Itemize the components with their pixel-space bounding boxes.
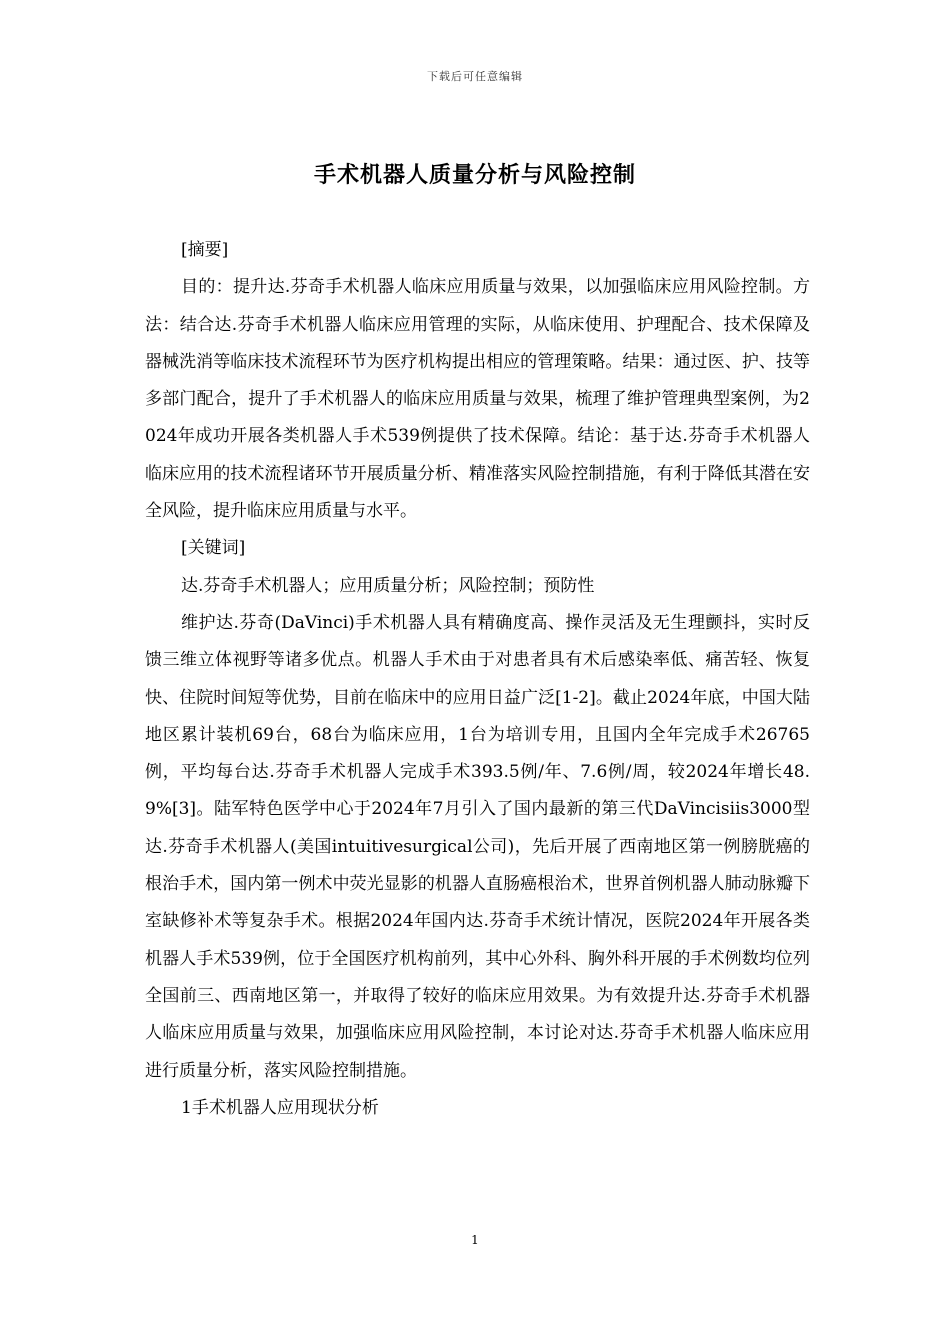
section-heading: 1手术机器人应用现状分析: [181, 1097, 379, 1118]
keywords-text: 达.芬奇手术机器人；应用质量分析；风险控制；预防性: [181, 575, 595, 596]
page-number: 1: [471, 1233, 479, 1247]
abstract-heading: [摘要]: [181, 240, 229, 260]
abstract-text: 目的：提升达.芬奇手术机器人临床应用质量与效果，以加强临床应用风险控制。方法：结合达.芬奇手术机器人临床应用管理的实际，从临床使用、护理配合、技术保障及器械洗消等临床技术流程环节为医疗机构提出相应的管理策略。结果：通过医、护、技等多部门配合，提升了手术机器人的临床应用质量与效果，梳理了维护管理典型案例，为2024年成功开展各类机器人手术539例提供了技术保障。结论：基于达.芬奇手术机器人临床应用的技术流程诸环节开展质量分析、精准落实风险控制措施，有利于降低其潜在安全风险，提升临床应用质量与水平。: [145, 277, 810, 522]
header-note: 下载后可任意编辑: [427, 70, 523, 83]
keywords-heading: [关键词]: [181, 538, 246, 559]
intro-paragraph: 维护达.芬奇(DaVinci)手术机器人具有精确度高、操作灵活及无生理颤抖，实时反馈三维立体视野等诸多优点。机器人手术由于对患者具有术后感染率低、痛苦轻、恢复快、住院时间短等优势，目前在临床中的应用日益广泛[1-2]。截止2024年底，中国大陆地区累计装机69台，68台为临床应用，1台为培训专用，且国内全年完成手术26765例，平均每台达.芬奇手术机器人完成手术393.5例/年、7.6例/周，较2024年增长48.9%[3]。陆军特色医学中心于2024年7月引入了国内最新的第三代DaVincisiis3000型达.芬奇手术机器人(美国intuitivesurgical公司)，先后开展了西南地区第一例膀胱癌的根治手术，国内第一例术中荧光显影的机器人直肠癌根治术，世界首例机器人肺动脉瓣下室缺修补术等复杂手术。根据2024年国内达.芬奇手术统计情况，医院2024年开展各类机器人手术539例，位于全国医疗机构前列，其中心外科、胸外科开展的手术例数均位列全国前三、西南地区第一，并取得了较好的临床应用效果。为有效提升达.芬奇手术机器人临床应用质量与效果，加强临床应用风险控制，本讨论对达.芬奇手术机器人临床应用进行质量分析，落实风险控制措施。: [145, 612, 810, 1081]
document-title: 手术机器人质量分析与风险控制: [313, 162, 636, 188]
document-body: [145, 232, 810, 1127]
